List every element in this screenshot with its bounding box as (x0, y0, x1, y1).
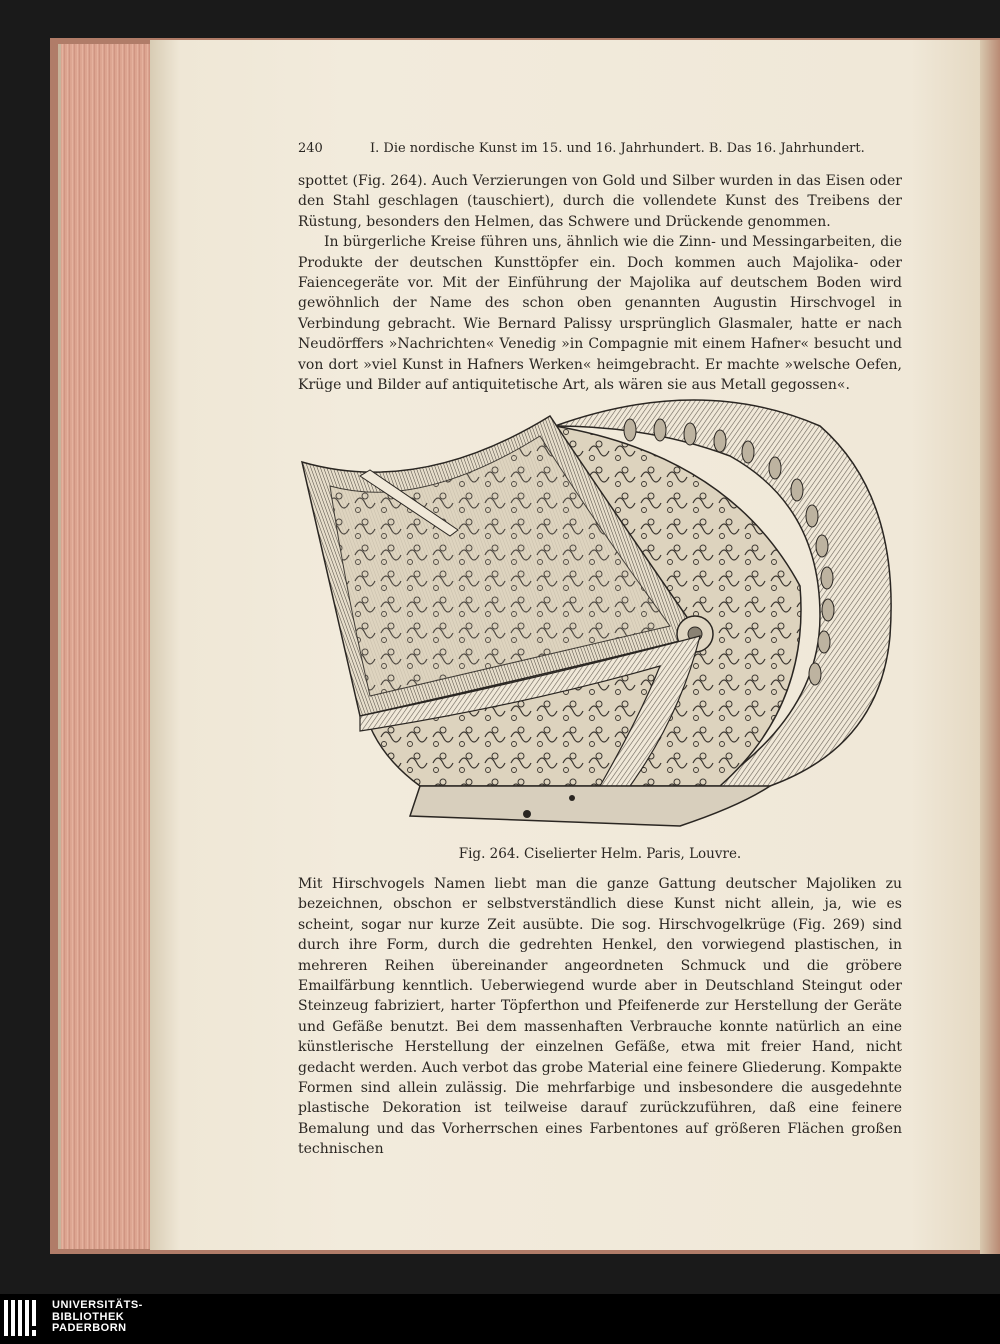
running-header (298, 141, 902, 161)
facing-page-edge (980, 40, 1000, 1254)
page-number: 240 (298, 141, 323, 156)
library-footer (0, 1294, 1000, 1344)
helmet-engraving (300, 386, 900, 828)
paragraph: Mit Hirschvogels Namen liebt man die ganze Gattung deutscher Majoliken zu bezeichnen, obschon er selbstverständlich diese Kunst nicht allein, ja, wie es scheint, sogar nur kurze Zeit ausübte. Die sog. Hirschvogelkrüge (Fig. 269) sind durch ihre Form, durch die gedrehten Henkel, den vorwiegend plastischen, in mehreren Reihen übereinander angeordneten Schmuck und die gröbere Emailfärbung kenntlich. Ueberwiegend wurde aber in Deutschland Steingut oder Steinzeug fabriziert, harter Töpferthon und Pfeifenerde zur Herstellung der Geräte und Gefäße benutzt. Bei dem massenhaften Verbrauche konnte natürlich an eine künstlerische Herstellung der einzelnen Gefäße, etwa mit freier Hand, nicht gedacht werden. Auch verbot das grobe Material eine feinere Gliederung. Kompakte Formen sind allein zulässig. Die mehrfarbige und insbesondere die ausgedehnte plastische Dekoration ist teilweise darauf zurückzuführen, daß eine feinere Bemalung und das Vorherrschen eines Farbentones auf größeren Flächen großen technischen (298, 876, 902, 1158)
body-text-bottom (298, 874, 902, 1160)
library-logo-icon (0, 1296, 46, 1340)
running-title: I. Die nordische Kunst im 15. und 16. Jahrhundert. B. Das 16. Jahrhundert. (370, 141, 865, 156)
page-edges (58, 44, 156, 1249)
paragraph: spottet (Fig. 264). Auch Verzierungen von Gold und Silber wurden in das Eisen oder den Stahl geschlagen (tauschiert), durch die vollendete Kunst des Treibens der Rüstung, besonders den Helmen, das Schwere und Drückende genommen. (298, 173, 902, 230)
body-text-top (298, 171, 902, 395)
library-name: UNIVERSITÄTS- BIBLIOTHEK PADERBORN (52, 1299, 143, 1334)
figure-caption: Fig. 264. Ciselierter Helm. Paris, Louvre. (458, 846, 742, 862)
paragraph: In bürgerliche Kreise führen uns, ähnlich wie die Zinn- und Messingarbeiten, die Produkte der deutschen Kunsttöpfer ein. Doch kommen auch Majolika- oder Faiencegeräte vor. Mit der Einführung der Majolika auf deutschem Boden wird gewöhnlich der Name des schon oben genannten Augustin Hirschvogel in Verbindung gebracht. Wie Bernard Palissy ursprünglich Glasmaler, hatte er nach Neudörffers »Nachrichten« Venedig »in Compagnie mit einem Hafner« besucht und von dort »viel Kunst in Hafners Werken« heimgebracht. Er machte »welsche Oefen, Krüge und Bilder auf antiquitetische Art, als wären sie aus Metall gegossen«. (298, 234, 902, 394)
